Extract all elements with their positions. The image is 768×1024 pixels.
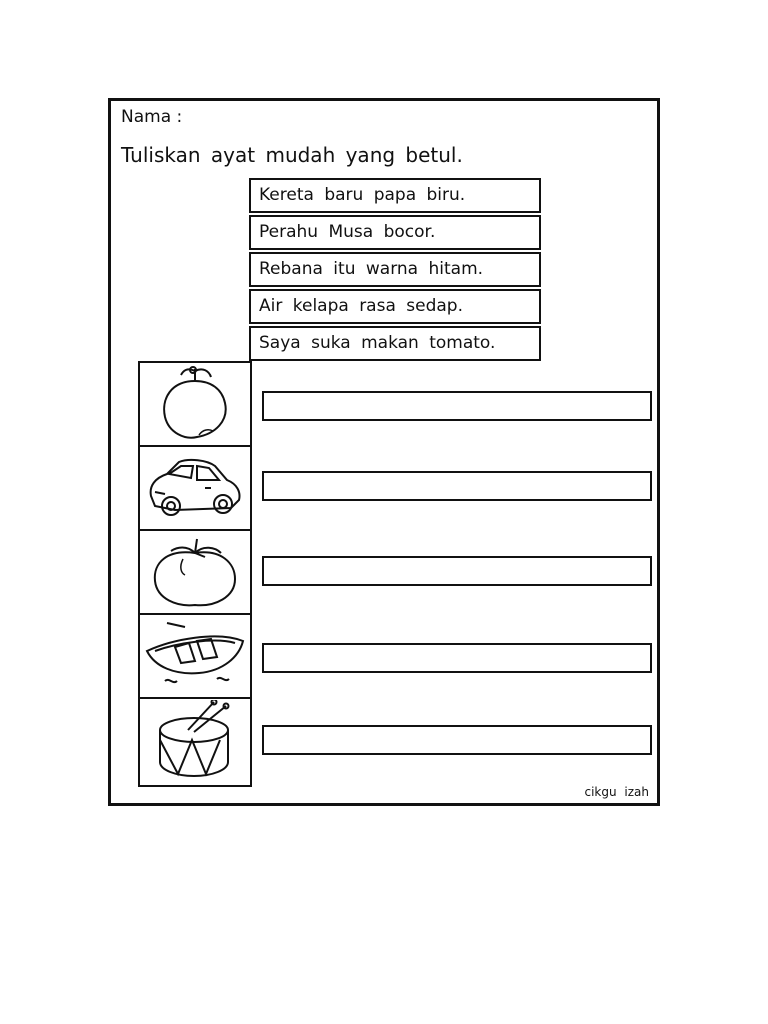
credit-text: cikgu izah <box>584 785 649 799</box>
coconut-icon <box>153 365 237 443</box>
picture-column <box>138 361 252 787</box>
answer-box[interactable] <box>262 471 652 501</box>
sentence-bank <box>249 178 541 363</box>
sentence-option: Saya suka makan tomato. <box>249 326 541 361</box>
picture-cell <box>140 615 250 699</box>
name-label: Nama : <box>121 107 183 127</box>
answer-box[interactable] <box>262 556 652 586</box>
answer-box[interactable] <box>262 391 652 421</box>
sentence-option: Kereta baru papa biru. <box>249 178 541 213</box>
tomato-icon <box>147 535 243 609</box>
boat-icon <box>143 617 247 695</box>
worksheet <box>108 98 660 806</box>
sentence-option: Air kelapa rasa sedap. <box>249 289 541 324</box>
sentence-option: Perahu Musa bocor. <box>249 215 541 250</box>
picture-cell <box>140 699 250 781</box>
drum-icon <box>148 700 242 780</box>
sentence-option: Rebana itu warna hitam. <box>249 252 541 287</box>
picture-cell <box>140 447 250 531</box>
answer-box[interactable] <box>262 725 652 755</box>
instruction-title: Tuliskan ayat mudah yang betul. <box>121 143 463 167</box>
picture-cell <box>140 363 250 447</box>
picture-cell <box>140 531 250 615</box>
answer-box[interactable] <box>262 643 652 673</box>
car-icon <box>145 452 245 524</box>
